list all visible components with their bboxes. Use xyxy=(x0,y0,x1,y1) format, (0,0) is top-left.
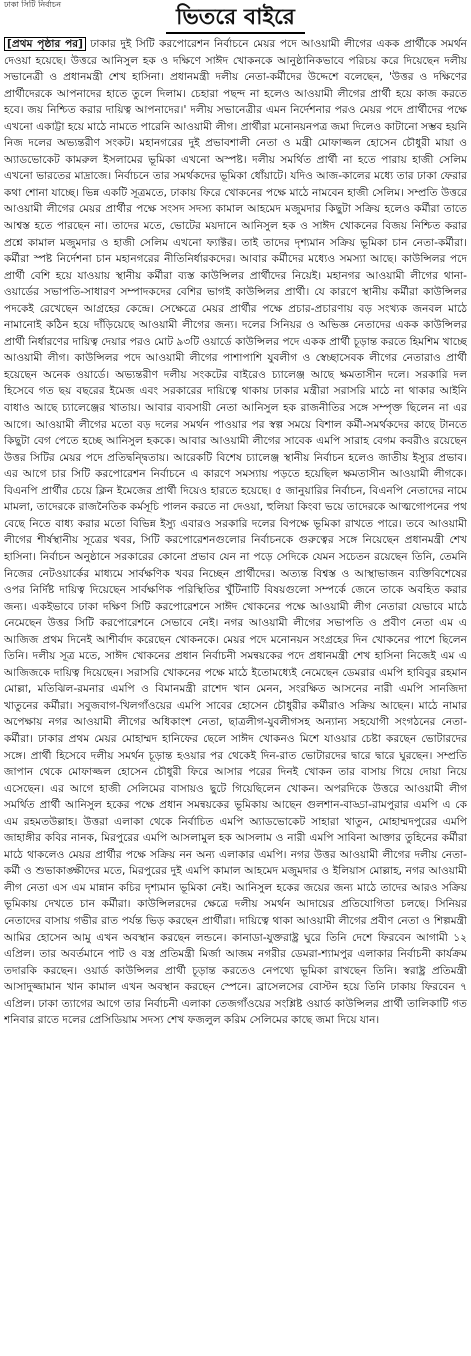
article-text: ঢাকার দুই সিটি করপোরেশন নির্বাচনে মেয়র পদে আওয়ামী লীগের একক প্রার্থীকে সমর্থন দেওয়া হয়েছে। উত্তরে আনিসুল হক ও দক্ষিণে সাঈদ খোকনকে আনুষ্ঠানিকভাবে পরিচয় করে দিয়েছেন দলীয় সভানেত্রী ও প্রধানমন্ত্রী শেখ হাসিনা। প্রধানমন্ত্রী দলীয় নেতা-কর্মীদের উদ্দেশে বলেছেন, 'উত্তর ও দক্ষিণের প্রার্থীদেরকে আপনাদের হাতে তুলে দিলাম। চেহারা পছন্দ না হলেও আওয়ামী লীগের প্রার্থী হয়ে কাজ করতে হবে। জয় নিশ্চিত করার দায়িত্ব আপনাদের।' দলীয় সভানেত্রীর এমন নির্দেশনার পরও মেয়র পদে প্রার্থীদের পক্ষে এখনো একাট্টা হয়ে মাঠে নামতে পারেনি আওয়ামী লীগ। প্রার্থীরা মনোনয়নপত্র জমা দিলেও কাটানো সম্ভব হয়নি নিজ দলের অভ্যন্তরীণ সংকট। মহানগরের দুই প্রভাবশালী নেতা ও মন্ত্রী মোফাজ্জল হোসেন চৌধুরী মায়া ও অ্যাডভোকেট কামরুল ইসলামের ভূমিকা এখনো অস্পষ্ট। দলীয় সমর্থিত প্রার্থী না হতে পারায় হাজী সেলিম এখনো ভারতের মাদ্রাজে। নির্বাচনে তার সমর্থকদের ভূমিকা ধোঁয়াটে। যদিও আজ-কালের মধ্যে তার ঢাকা ফেরার কথা শোনা যাচ্ছে। ভিন্ন একটি সূত্রমতে, ঢাকায় ফিরে খোকনের পক্ষে মাঠে নামবেন হাজী সেলিম। সম্প্রতি উত্তরে আওয়ামী লীগের মেয়র প্রার্থীর পক্ষে সংসদ সদস্য কামাল আহমেদ মজুমদার কিছুটা সক্রিয় হলেও কর্মীরা তাতে আশ্বস্ত হতে পারছেন না। তাদের মতে, ভোটের ময়দানে আনিসুল হক ও সাঈদ খোকনের বিজয় নিশ্চিত করার প্রশ্নে কামাল মজুমদার ও হাজী সেলিম এখনো ফ্যাক্টর। তাই তাদের দৃশ্যমান সক্রিয় ভূমিকা চান নেতা-কর্মীরা। কর্মীরা স্পষ্ট নির্দেশনা চান মহানগরের নীতিনির্ধারকদের। আবার কর্মীদের মধ্যেও সমস্যা আছে। কাউন্সিলর পদে প্রার্থী বেশি হয়ে যাওয়ায় স্থানীয় কর্মীরা ব্যস্ত কাউন্সিলর প্রার্থীদের নিয়েই। মহানগর আওয়ামী লীগের থানা-ওয়ার্ডের সভাপতি-সাধারণ সম্পাদকদের বেশির ভাগই কাউন্সিলর প্রার্থী। যে কারণে স্থানীয় কর্মীরা কাউন্সিলর পদকেই রেখেছেন আগ্রহের কেন্দ্রে। সেক্ষেত্রে মেয়র প্রার্থীর পক্ষে প্রচার-প্রচারণায় বড় সংখ্যক জনবল মাঠে নামানোই কঠিন হয়ে দাঁড়িয়েছে আওয়ামী লীগের জন্য। দলের সিনিয়র ও অভিজ্ঞ নেতাদের একক কাউন্সিলর প্রার্থী নির্ধারণের দায়িত্ব দেয়ার পরও মোট ৯৩টি ওয়ার্ডে কাউন্সিলর পদে একক প্রার্থী চূড়ান্ত করতে হিমশিম খাচ্ছে আওয়ামী লীগ। কাউন্সিলর পদে আওয়ামী লীগের পাশাপাশি যুবলীগ ও স্বেচ্ছাসেবক লীগের নেতারাও প্রার্থী হয়েছেন অনেক ওয়ার্ডে। অভ্যন্তরীণ দলীয় সংকটের বাইরেও চ্যালেঞ্জ আছে ক্ষমতাসীন দলে। সরকারি দল হিসেবে গত ছয় বছরের ইমেজ এবং সরকারের দায়িত্বে থাকায় ঢাকার মন্ত্রীরা সরাসরি মাঠে না থাকার আইনি বাধাও আছে চ্যালেঞ্জের খাতায়। আবার ব্যবসায়ী নেতা আনিসুল হক রাজনীতির সঙ্গে সম্পৃক্ত ছিলেন না এর আগে। আওয়ামী লীগের মতো বড় দলের সমর্থন পাওয়ার পর স্বল্প সময়ে বিশাল কর্মী-সমর্থকদের কাছে টানতে কিছুটা বেগ পেতে হচ্ছে আনিসুল হককে। আবার আওয়ামী লীগের সাবেক এমপি সারাহ বেগম কবরীও রয়েছেন উত্তর সিটির মেয়র পদে প্রতিদ্বন্দ্বিতায়। আরেকটি বিশেষ চ্যালেঞ্জ স্থানীয় নির্বাচন হলেও জাতীয় ইস্যুর প্রভাব। এর আগে চার সিটি করপোরেশন নির্বাচনে এ কারণে সমস্যায় পড়তে হয়েছিল ক্ষমতাসীন আওয়ামী লীগকে। বিএনপি প্রার্থীর চেয়ে ক্লিন ইমেজের প্রার্থী দিয়েও হারতে হয়েছে। ৫ জানুয়ারির নির্বাচন, বিএনপি নেতাদের নামে মামলা, তাদেরকে রাজনৈতিক কর্মসূচি পালন করতে না দেওয়া, হুলিয়া কিংবা ভয়ে তাদেরকে আত্মগোপনের পথ বেছে নিতে বাধ্য করার মতো বিভিন্ন ইস্যু এবারও সরকারি দলের বিপক্ষে ভূমিকা রাখতে পারে। তবে আওয়ামী লীগের শীর্ষস্থানীয় সূত্রের খবর, সিটি করপোরেশনগুলোর নির্বাচনকে গুরুত্বের সঙ্গে নিয়েছেন প্রধানমন্ত্রী শেখ হাসিনা। নির্বাচন অনুষ্ঠানে সরকারের কোনো প্রভাব যেন না পড়ে সেদিকে যেমন সচেতন রয়েছেন তিনি, তেমনি নিজের নেটওয়ার্কের মাধ্যমে সার্বক্ষণিক খবর নিচ্ছেন প্রার্থীদের। অত্যন্ত বিশ্বস্ত ও আস্থাভাজন ব্যক্তিবিশেষের ওপর নির্দিষ্ট দায়িত্ব দিয়েছেন সার্বক্ষণিক পরিস্থিতির খুঁটিনাটি বিষয়গুলো সম্পর্কে জেনে তাকে অবহিত করার জন্য। একইভাবে ঢাকা দক্ষিণ সিটি করপোরেশনে সাঈদ খোকনের পক্ষে আওয়ামী লীগ নেতারা যেভাবে মাঠে নেমেছেন উত্তর সিটি করপোরেশনে সেভাবে নেই। নগর আওয়ামী লীগের সভাপতি ও প্রবীণ নেতা এম এ আজিজ প্রথম দিনেই আশীর্বাদ করেছেন খোকনকে। মেয়র পদে মনোনয়ন সংগ্রহের দিন খোকনের পাশে ছিলেন তিনি। দলীয় সূত্র মতে, সাঈদ খোকনের প্রধান নির্বাচনী সমন্বয়কের পদে প্রধানমন্ত্রী শেখ হাসিনা নিজেই এম এ আজিজকে দায়িত্ব দিয়েছেন। সরাসরি খোকনের পক্ষে মাঠে ইতোমধ্যেই নেমেছেন ডেমরার এমপি হাবিবুর রহমান মোল্লা, মতিঝিল-রমনার এমপি ও বিমানমন্ত্রী রাশেদ খান মেনন, সংরক্ষিত আসনের নারী এমপি সানজিদা খাতুনের কর্মীরা। সবুজবাগ-খিলগাঁওয়ের এমপি সাবের হোসেন চৌধুরীর কর্মীরাও সক্রিয় আছেন। মাঠে নামার অপেক্ষায় নগর আওয়ামী লীগের অধিকাংশ নেতা, ছাত্রলীগ-যুবলীগসহ অন্যান্য সহযোগী সংগঠনের নেতা-কর্মীরা। ঢাকার প্রথম মেয়র মোহাম্মদ হানিফের ছেলে সাঈদ খোকনও মিশে যাওয়ার চেষ্টা করছেন ভোটারদের সঙ্গে। প্রার্থী হিসেবে দলীয় সমর্থন চূড়ান্ত হওয়ার পর থেকেই দিন-রাত ভোটারদের দ্বারে দ্বারে ঘুরছেন। সম্প্রতি জাপান থেকে মোফাজ্জল হোসেন চৌধুরী ফিরে আসার পরের দিনই খোকন তার বাসায় গিয়ে দোয়া নিয়ে এসেছেন। এর আগে হাজী সেলিমের বাসায়ও ছুটে গিয়েছিলেন খোকন। অপরদিকে উত্তরে আওয়ামী লীগ সমর্থিত প্রার্থী আনিসুল হকের পক্ষে প্রধান সমন্বয়কের ভূমিকায় আছেন গুলশান-বাড্ডা-রামপুরার এমপি এ কে এম রহমতউল্লাহ। উত্তরা এলাকা থেকে নির্বাচিত এমপি অ্যাডভোকেট সাহারা খাতুন, মোহাম্মদপুরের এমপি জাহাঙ্গীর কবির নানক, মিরপুরের এমপি আসলামুল হক আসলাম ও নারী এমপি সাবিনা আক্তার তুহিনের কর্মীরা মাঠে থাকলেও মেয়র প্রার্থীর পক্ষে সক্রিয় নন অন্য এলাকার এমপি। নগর উত্তর আওয়ামী লীগের দলীয় নেতা-কর্মী ও শুভাকাঙ্ক্ষীদের মতে, মিরপুরের দুই এমপি কামাল আহমেদ মজুমদার ও ইলিয়াস মোল্লাহ, নগর আওয়ামী লীগ নেতা এস এম মান্নান কচির দৃশ্যমান ভূমিকা নেই। আনিসুল হকের জয়ের জন্য মাঠে তাদের আরও সক্রিয় ভূমিকায় দেখতে চান কর্মীরা। কাউন্সিলরদের ক্ষেত্রে দলীয় সমর্থন আদায়ের প্রতিযোগিতা চলছে। সিনিয়র নেতাদের বাসায় গভীর রাত পর্যন্ত ভিড় করছেন প্রার্থীরা। দায়িত্বে থাকা আওয়ামী লীগের প্রবীণ নেতা ও শিল্পমন্ত্রী আমির হোসেন আমু এখন অবস্থান করছেন লন্ডনে। কানাডা-যুক্তরাষ্ট্র ঘুরে তিনি দেশে ফিরবেন আগামী ১২ এপ্রিল। তার অবর্তমানে পাট ও বস্ত্র প্রতিমন্ত্রী মির্জা আজম নগরীর ডেমরা-শ্যামপুর এলাকার নির্বাচনী কার্যক্রম তদারকি করছেন। ওয়ার্ড কাউন্সিলর প্রার্থী চূড়ান্ত করতেও নেপথ্যে ভূমিকা রাখছেন তিনি। স্বরাষ্ট্র প্রতিমন্ত্রী আসাদুজ্জামান খান কামাল এখন অবস্থান করছেন স্পেনে। ব্রাসেলসের বোস্টন হয়ে তিনি ঢাকায় ফিরবেন ৭ এপ্রিল। ঢাকা ত্যাগের আগে তার নির্বাচনী এলাকা তেজগাঁওয়ের সংশ্লিষ্ট ওয়ার্ড কাউন্সিলর প্রার্থী তালিকাটি গত শনিবার রাতে দলের প্রেসিডিয়াম সদস্য শেখ ফজলুল করিম সেলিমের কাছে জমা দিয়ে যান। xyxy=(4,38,467,1027)
continued-tag: [প্রথম পৃষ্ঠার পর] xyxy=(4,37,86,51)
page-header-fragment: ঢাকা সিটি নির্বাচন xyxy=(4,0,61,9)
title-area xyxy=(0,4,471,34)
article-title: ভিতরে বাইরে xyxy=(166,4,305,34)
article-paragraph xyxy=(4,36,467,1029)
article-body xyxy=(4,36,467,1352)
